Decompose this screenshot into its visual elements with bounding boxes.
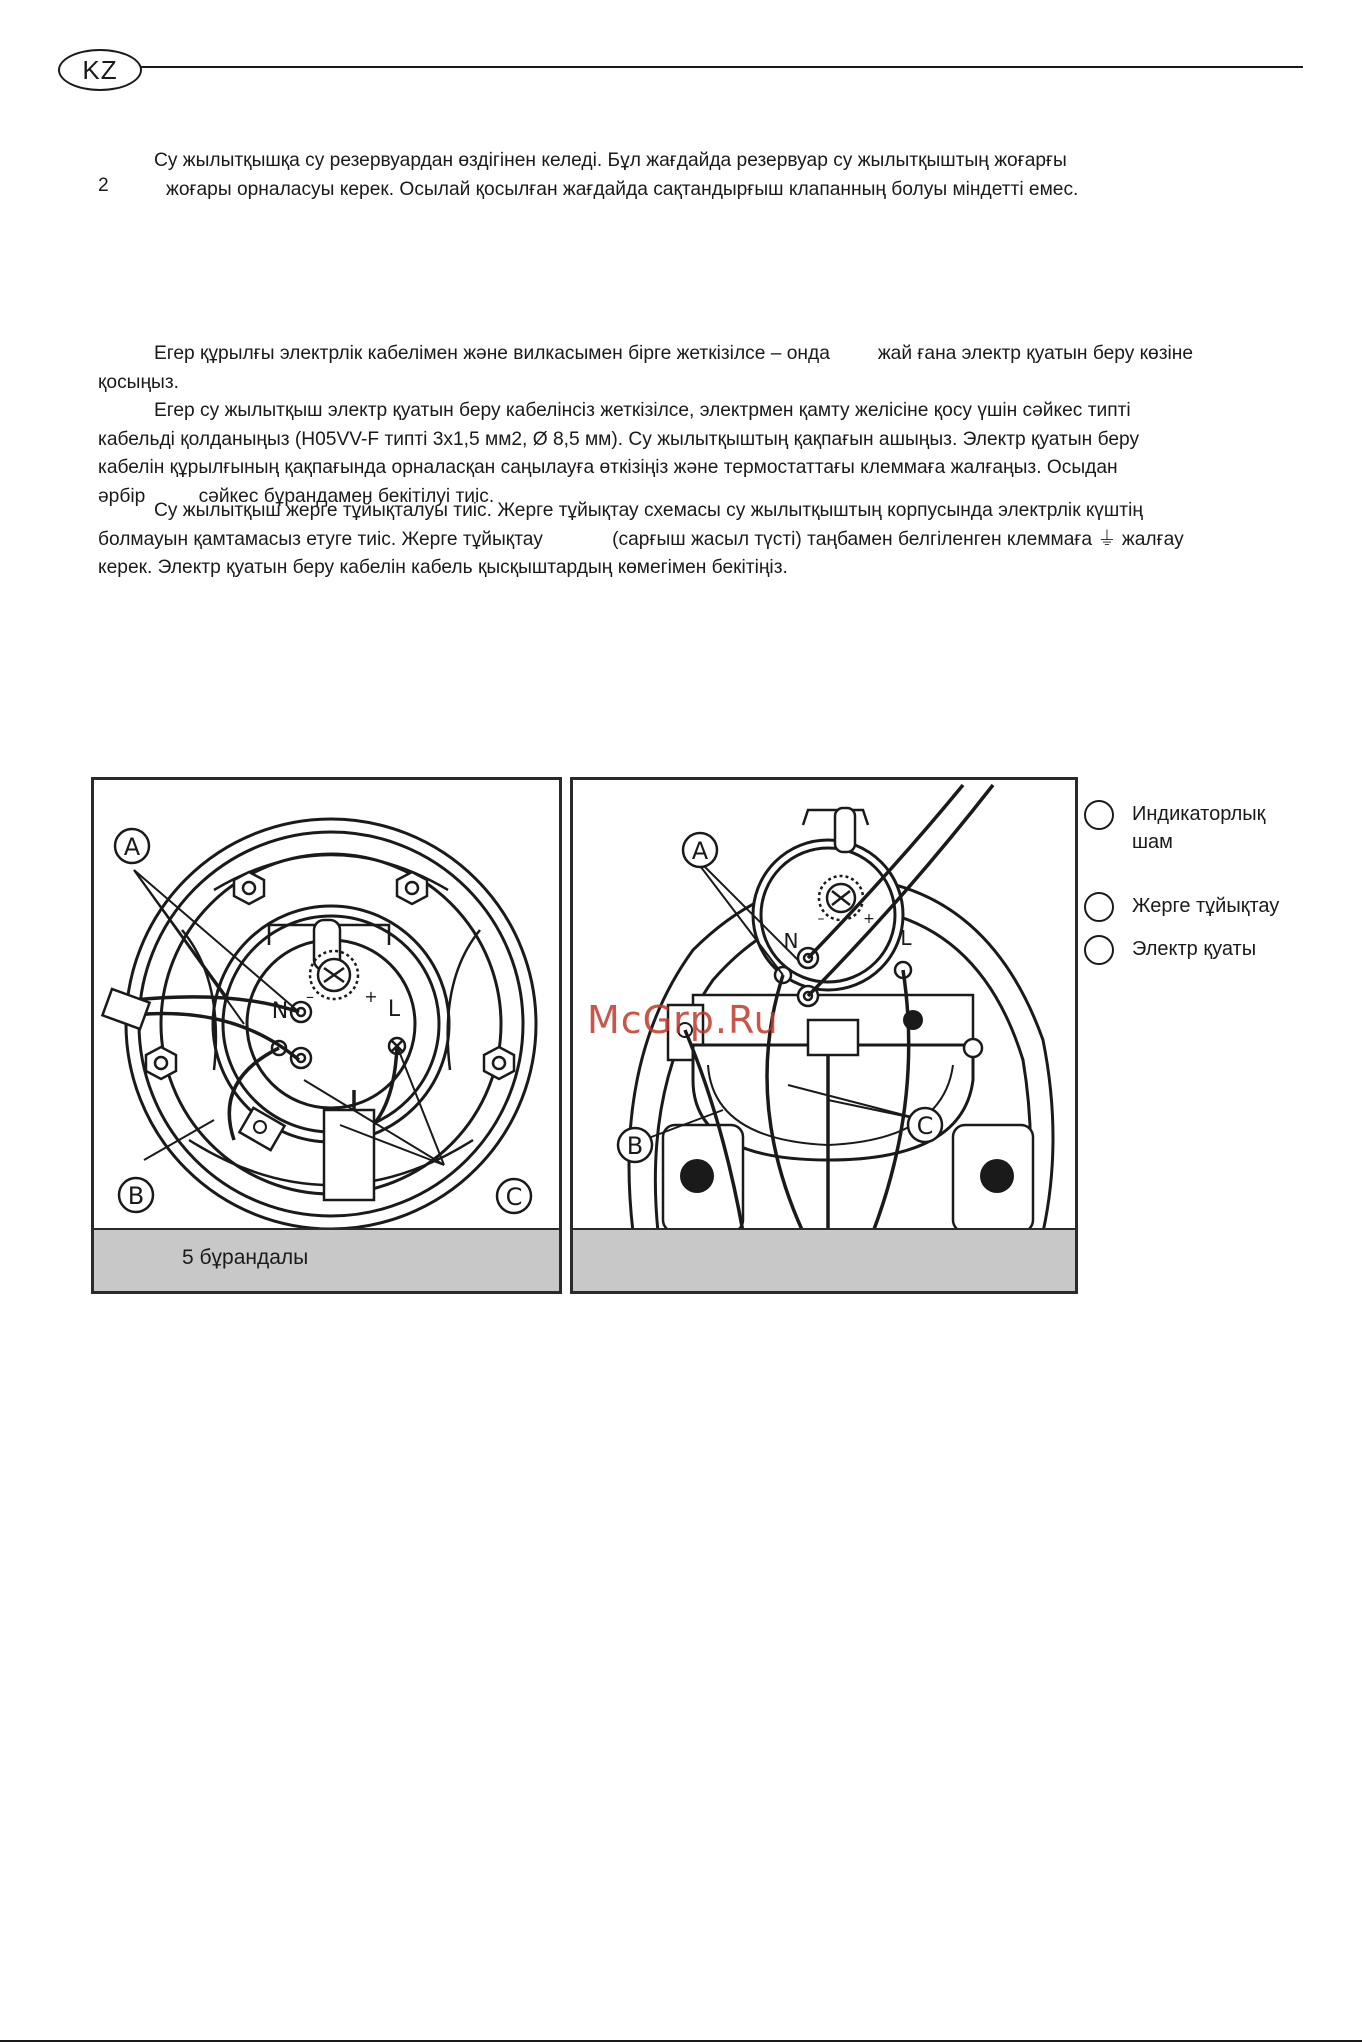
label-plus: + bbox=[364, 987, 378, 1006]
figure-left-caption-bar bbox=[94, 1228, 559, 1291]
header-rule bbox=[140, 66, 1303, 68]
figure-left-thermostat-wiring bbox=[91, 777, 562, 1294]
paragraph-line: қосыңыз. bbox=[98, 371, 179, 393]
label-a: A bbox=[691, 837, 709, 865]
label-c: C bbox=[916, 1112, 934, 1140]
paragraph-line: жоғары орналасуы керек. Осылай қосылған жағдайда сақтандырғыш клапанның болуы міндетті емес. bbox=[166, 178, 1079, 200]
paragraph-line: кабелін құрылғының қақпағында орналасқан саңылауға өткізіңіз және термостаттағы клеммаға жалғаңыз. Осыдан bbox=[98, 457, 1118, 479]
label-b: B bbox=[127, 1182, 145, 1210]
label-minus: – bbox=[817, 911, 825, 927]
paragraph-line: Егер құрылғы электрлік кабелімен және вилкасымен бірге жеткізілсе – онда жай ғана электр қуатын беру көзіне bbox=[154, 343, 1194, 364]
label-l: L bbox=[900, 926, 912, 950]
label-minus: – bbox=[306, 987, 314, 1006]
paragraph-line: кабельді қолданыңыз (H05VV-F типті 3x1,5 мм2, Ø 8,5 мм). Су жылытқыштың қақпағын ашыңыз. Электр қуатын беру bbox=[98, 428, 1140, 450]
figure-left-caption: 5 бұрандалы bbox=[182, 1246, 309, 1269]
legend-circle bbox=[1084, 800, 1114, 830]
figure-right-caption-bar bbox=[573, 1228, 1075, 1291]
legend-circle bbox=[1084, 892, 1114, 922]
paragraph-2 bbox=[98, 340, 1308, 397]
paragraph-line: Су жылытқыш жерге тұйықталуы тиіс. Жерге тұйықтау схемасы су жылытқыштың корпусында электрлік күштің bbox=[154, 500, 1143, 521]
legend-text: Жерге тұйықтау bbox=[1132, 895, 1280, 917]
label-plus: + bbox=[863, 911, 875, 927]
paragraph-line: Су жылытқышқа су резервуардан өздігінен келеді. Бұл жағдайда резервуар су жылытқыштың жоғарғы bbox=[154, 150, 1067, 171]
paragraph-3 bbox=[98, 397, 1308, 511]
watermark: McGrp.Ru bbox=[587, 998, 779, 1042]
label-b: B bbox=[626, 1132, 644, 1160]
label-c: C bbox=[505, 1183, 523, 1211]
figure-left-drawing bbox=[94, 780, 559, 1232]
paragraph-line: болмауын қамтамасыз етуге тиіс. Жерге тұйықтау (сарғыш жасыл түсті) таңбамен белгіленген клеммаға ⏚ жалғау bbox=[98, 528, 1184, 550]
paragraph-1 bbox=[98, 147, 1308, 204]
legend-text: Электр қуаты bbox=[1132, 938, 1257, 960]
paragraph-line: керек. Электр қуатын беру кабелін кабель қысқыштардың көмегімен бекітіңіз. bbox=[98, 557, 788, 579]
language-badge: KZ bbox=[58, 49, 142, 91]
legend-text: Индикаторлық шам bbox=[1132, 803, 1266, 853]
label-l: L bbox=[387, 997, 401, 1022]
label-n: N bbox=[783, 929, 799, 953]
paragraph-line: Егер су жылытқыш электр қуатын беру кабелінсіз жеткізілсе, электрмен қамту желісіне қосу үшін сәйкес типті bbox=[154, 400, 1131, 421]
legend-circle bbox=[1084, 935, 1114, 965]
paragraph-4 bbox=[98, 497, 1308, 583]
label-n: N bbox=[271, 999, 289, 1024]
paragraph-line: әрбір сәйкес бұрандамен бекітілуі тиіс. bbox=[98, 485, 495, 507]
label-a: A bbox=[123, 833, 141, 861]
section-number: 2 bbox=[98, 175, 109, 196]
